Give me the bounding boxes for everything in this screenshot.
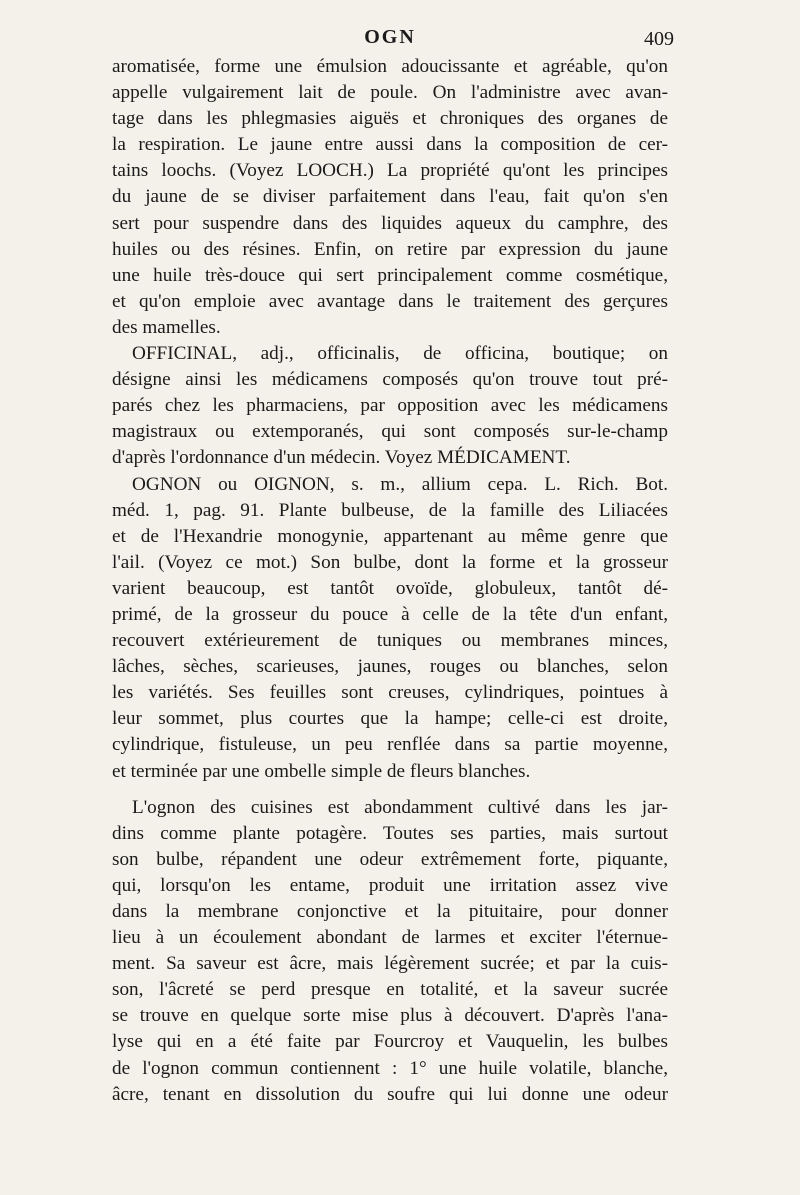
- text-line: recouvert extérieurement de tuniques ou membranes minces,: [112, 630, 668, 652]
- text-line: du jaune de se diviser parfaitement dans l'eau, fait qu'on s'en: [112, 186, 668, 208]
- text-line: sert pour suspendre dans des liquides aqueux du camphre, des: [112, 212, 668, 234]
- text-line: lâches, sèches, scarieuses, jaunes, rouges ou blanches, selon: [112, 656, 668, 678]
- paragraph-gap: [112, 785, 668, 795]
- text-line: tage dans les phlegmasies aiguës et chroniques des organes de: [112, 108, 668, 130]
- text-line: méd. 1, pag. 91. Plante bulbeuse, de la famille des Liliacées: [112, 499, 668, 521]
- text-line: cylindrique, fistuleuse, un peu renflée dans sa partie moyenne,: [112, 734, 668, 756]
- text-line: de l'ognon commun contiennent : 1° une huile volatile, blanche,: [112, 1057, 668, 1079]
- running-head: OGN: [364, 26, 416, 48]
- text-line: huiles ou des résines. Enfin, on retire par expression du jaune: [112, 238, 668, 260]
- text-line: dins comme plante potagère. Toutes ses parties, mais surtout: [112, 822, 668, 844]
- text-line: et de l'Hexandrie monogynie, appartenant au même genre que: [112, 525, 668, 547]
- entry-ognon: [112, 472, 668, 785]
- text-line: OFFICINAL, adj., officinalis, de officina, boutique; on: [132, 343, 668, 365]
- text-line: les variétés. Ses feuilles sont creuses, cylindriques, pointues à: [112, 682, 668, 704]
- text-line: ment. Sa saveur est âcre, mais légèrement sucrée; et par la cuis-: [112, 953, 668, 975]
- text-line: OGNON ou OIGNON, s. m., allium cepa. L. Rich. Bot.: [132, 473, 668, 495]
- text-line: leur sommet, plus courtes que la hampe; celle-ci est droite,: [112, 708, 668, 730]
- book-page: [112, 26, 674, 1108]
- text-line: parés chez les pharmaciens, par opposition avec les médicamens: [112, 395, 668, 417]
- text-line: désigne ainsi les médicamens composés qu'on trouve tout pré-: [112, 369, 668, 391]
- text-line: tains loochs. (Voyez LOOCH.) La propriété qu'ont les principes: [112, 160, 668, 182]
- text-line: et qu'on emploie avec avantage dans le traitement des gerçures: [112, 290, 668, 312]
- text-line: qui, lorsqu'on les entame, produit une irritation assez vive: [112, 874, 668, 896]
- page-header: [112, 26, 674, 54]
- page-number: 409: [644, 28, 674, 50]
- text-line: magistraux ou extemporanés, qui sont composés sur-le-champ: [112, 421, 668, 443]
- text-line: appelle vulgairement lait de poule. On l'administre avec avan-: [112, 82, 668, 104]
- text-line: la respiration. Le jaune entre aussi dans la composition de cer-: [112, 134, 668, 156]
- text-line: se trouve en quelque sorte mise plus à découvert. D'après l'ana-: [112, 1005, 668, 1027]
- text-line: lieu à un écoulement abondant de larmes et exciter l'éternue-: [112, 927, 668, 949]
- entry-officinal: [112, 341, 668, 471]
- text-line: aromatisée, forme une émulsion adoucissante et agréable, qu'on: [112, 56, 668, 77]
- paragraph: [112, 795, 668, 1108]
- text-line: lyse qui en a été faite par Fourcroy et Vauquelin, les bulbes: [112, 1031, 668, 1053]
- text-line: l'ail. (Voyez ce mot.) Son bulbe, dont la forme et la grosseur: [112, 551, 668, 573]
- text-line: une huile très-douce qui sert principalement comme cosmétique,: [112, 264, 668, 286]
- text-line: d'après l'ordonnance d'un médecin. Voyez MÉDICAMENT.: [112, 447, 571, 469]
- text-line: primé, de la grosseur du pouce à celle de la tête d'un enfant,: [112, 603, 668, 625]
- paragraph: [112, 54, 668, 341]
- text-line: son, l'âcreté se perd presque en totalité, et la saveur sucrée: [112, 979, 668, 1001]
- text-line: varient beaucoup, est tantôt ovoïde, globuleux, tantôt dé-: [112, 577, 668, 599]
- text-line: L'ognon des cuisines est abondamment cultivé dans les jar-: [132, 796, 668, 818]
- text-line: son bulbe, répandent une odeur extrêmement forte, piquante,: [112, 848, 668, 870]
- text-line: dans la membrane conjonctive et la pituitaire, pour donner: [112, 901, 668, 922]
- text-line: des mamelles.: [112, 316, 221, 338]
- text-line: âcre, tenant en dissolution du soufre qui lui donne une odeur: [112, 1083, 668, 1105]
- text-line: et terminée par une ombelle simple de fleurs blanches.: [112, 760, 531, 782]
